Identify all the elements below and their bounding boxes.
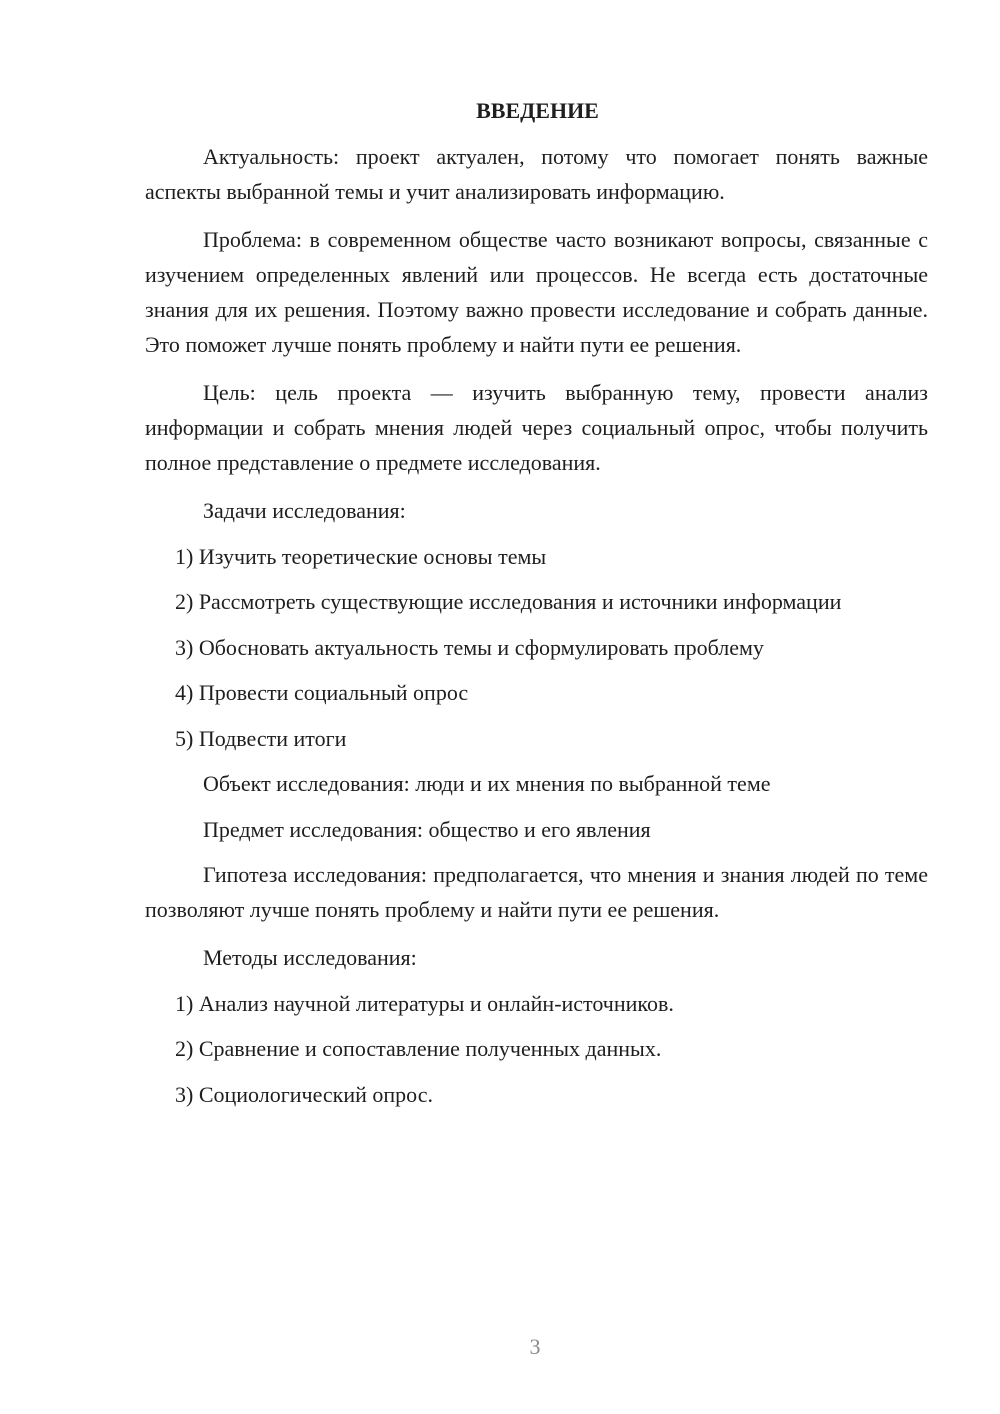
task-item: 3) Обосновать актуальность темы и сформулировать проблему bbox=[175, 634, 764, 660]
research-object: Объект исследования: люди и их мнения по выбранной теме bbox=[203, 771, 771, 796]
task-item: 5) Подвести итоги bbox=[175, 725, 347, 751]
task-item: 2) Рассмотреть существующие исследования и источники информации bbox=[175, 589, 842, 614]
relevance-paragraph: Актуальность: проект актуален, потому что помогает понять важные аспекты выбранной темы и учит анализировать информацию. bbox=[145, 144, 928, 204]
hypothesis-paragraph: Гипотеза исследования: предполагается, что мнения и знания людей по теме позволяют лучше понять проблему и найти пути ее решения. bbox=[145, 862, 928, 922]
task-item: 4) Провести социальный опрос bbox=[175, 680, 469, 705]
tasks-list bbox=[145, 539, 928, 756]
page-content bbox=[145, 96, 928, 1122]
goal-paragraph: Цель: цель проекта — изучить выбранную тему, провести анализ информации и собрать мнения людей через социальный опрос, чтобы получить полное представление о предмете исследования. bbox=[145, 380, 928, 475]
methods-heading: Методы исследования: bbox=[203, 945, 417, 970]
page-number: 3 bbox=[529, 1334, 541, 1359]
task-item: 1) Изучить теоретические основы темы bbox=[175, 543, 547, 569]
problem-paragraph: Проблема: в современном обществе часто возникают вопросы, связанные с изучением определенных явлений или процессов. Не всегда есть достаточные знания для их решения. Поэтому важно провести исследование и собрать данные. Это поможет лучше понять проблему и найти пути ее решения. bbox=[145, 227, 928, 357]
tasks-heading: Задачи исследования: bbox=[203, 498, 406, 523]
method-item: 2) Сравнение и сопоставление полученных данных. bbox=[175, 1036, 662, 1061]
methods-list bbox=[145, 986, 928, 1112]
method-item: 1) Анализ научной литературы и онлайн-источников. bbox=[175, 990, 674, 1016]
research-subject: Предмет исследования: общество и его явления bbox=[203, 816, 651, 842]
method-item: 3) Социологический опрос. bbox=[175, 1081, 433, 1107]
page-title: ВВЕДЕНИЕ bbox=[476, 98, 599, 123]
